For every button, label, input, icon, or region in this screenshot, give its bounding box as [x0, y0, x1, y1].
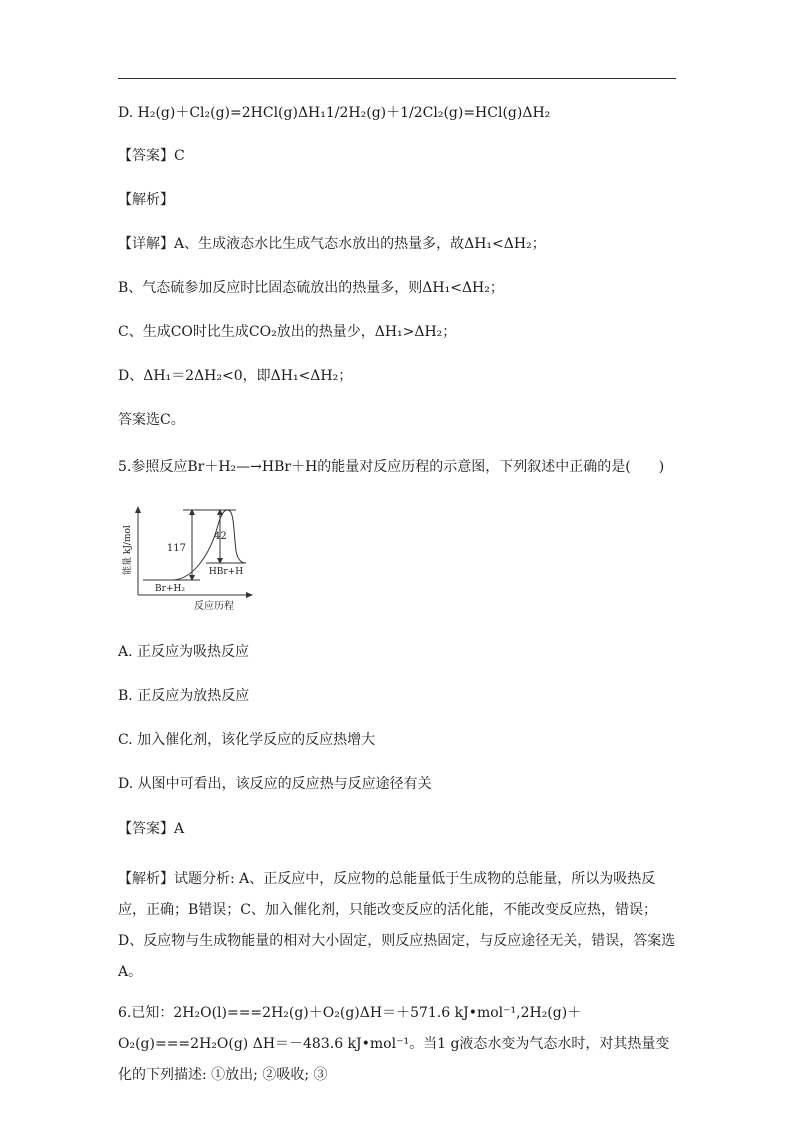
option-d: D. 从图中可看出，该反应的反应热与反应途径有关 — [118, 776, 432, 792]
detail-a: 【详解】A、生成液态水比生成气态水放出的热量多，故ΔH₁<ΔH₂； — [118, 236, 546, 252]
y-axis-arrow — [135, 506, 141, 513]
energy-diagram — [118, 505, 258, 615]
analysis-paragraph: 【解析】试题分析: A、正反应中，反应物的总能量低于生成物的总能量，所以为吸热反应，正确；B错误；C、加入催化剂，只能改变反应的活化能，不能改变反应热，错误；D、反应物与生成物能量的相对大小固定，则反应热固定，与反应途径无关，错误，答案选A。 — [118, 871, 676, 980]
detail-b: B、气态硫参加反应时比固态硫放出的热量多，则ΔH₁<ΔH₂； — [118, 280, 504, 296]
option-a: A. 正反应为吸热反应 — [118, 644, 250, 660]
option-c: C. 加入催化剂，该化学反应的反应热增大 — [118, 732, 376, 748]
x-axis-arrow — [246, 592, 253, 598]
option-d-previous: D. H₂(g)＋Cl₂(g)=2HCl(g)ΔH₁1/2H₂(g)＋1/2Cl₂(g)=HCl(g)ΔH₂ — [118, 105, 551, 121]
question-6: 6.已知：2H₂O(l)===2H₂(g)＋O₂(g)ΔH＝＋571.6 kJ•mol⁻¹,2H₂(g)＋O₂(g)===2H₂O(g) ΔH＝－483.6 kJ•mol⁻¹。当1 g液态水变为气态水时，对其热量变化的下列描述: ①放出; ②吸收; ③ — [118, 1005, 670, 1083]
header-rule — [118, 78, 676, 79]
answer-choice: 答案选C。 — [118, 412, 185, 428]
label-117: 117 — [166, 543, 186, 554]
answer-label-2: 【答案】A — [118, 821, 185, 837]
analysis-label: 【解析】 — [118, 192, 174, 208]
label-products: HBr+H — [208, 567, 244, 577]
question-5: 5.参照反应Br＋H₂—→HBr＋H的能量对反应历程的示意图，下列叙述中正确的是( ) — [118, 459, 665, 475]
answer-label: 【答案】C — [118, 148, 185, 164]
x-axis-label: 反应历程 — [194, 601, 234, 612]
option-b: B. 正反应为放热反应 — [118, 688, 250, 704]
detail-d: D、ΔH₁＝2ΔH₂<0，即ΔH₁<ΔH₂； — [118, 368, 353, 384]
label-reactants: Br+H₂ — [155, 584, 185, 594]
label-42: 42 — [214, 531, 227, 542]
y-axis-label: 能量 kJ/mol — [123, 525, 133, 575]
detail-c: C、生成CO时比生成CO₂放出的热量少，ΔH₁>ΔH₂； — [118, 324, 457, 340]
